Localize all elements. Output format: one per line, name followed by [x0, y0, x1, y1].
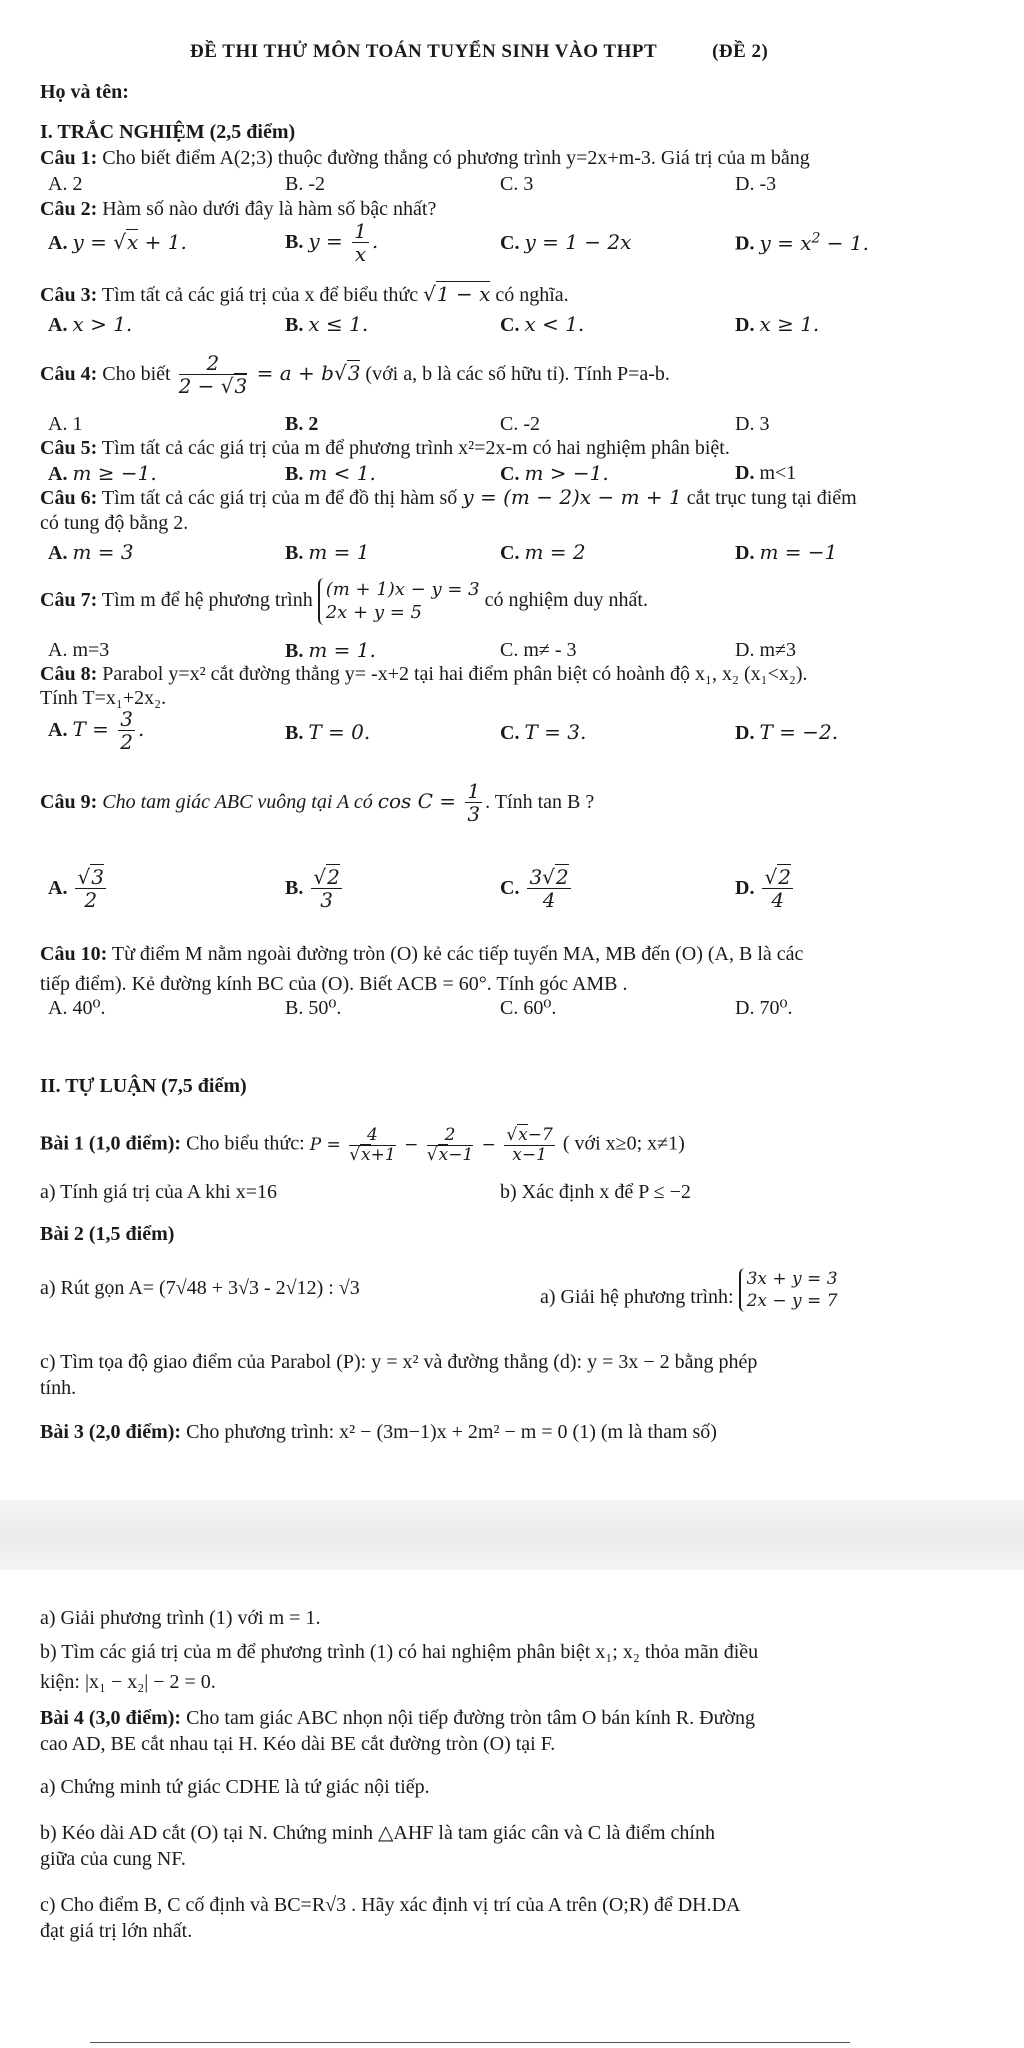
bai2-heading: Bài 2 (1,5 điểm) — [40, 1223, 175, 1245]
q7: Câu 7: Tìm m để hệ phương trình (m + 1)x − y = 3 2x + y = 5 có nghiệm duy nhất. — [40, 579, 648, 624]
q6-line2: có tung độ bằng 2. — [40, 512, 189, 534]
q6: Câu 6: Tìm tất cả các giá trị của m để đồ thị hàm số y = (m − 2)x − m + 1 cắt trục tung tại điểm — [40, 485, 857, 509]
bai2-parts: a) Rút gọn A= (7√48 + 3√3 - 2√12) : √3 a) Giải hệ phương trình: 3x + y = 3 2x − y = 7 — [40, 1269, 838, 1312]
bai4-b: b) Kéo dài AD cắt (O) tại N. Chứng minh △AHF là tam giác cân và C là điểm chính — [40, 1822, 715, 1844]
bai3-b-line2: kiện: |x₁ − x₂| − 2 = 0. — [40, 1671, 216, 1693]
bai3: Bài 3 (2,0 điểm): Cho phương trình: x² − (3m−1)x + 2m² − m = 0 (1) (m là tham số) — [40, 1421, 717, 1443]
bai4-c-line2: đạt giá trị lớn nhất. — [40, 1920, 193, 1942]
exam-page-2 — [0, 1570, 1024, 2048]
bai2-c: c) Tìm tọa độ giao điểm của Parabol (P): y = x² và đường thẳng (d): y = 3x − 2 bằng phép — [40, 1351, 758, 1373]
q2-options: A. y = √x + 1. B. y = $\frac{1}{x}$ . C. y = 1 − 2x D. $y = x^2 - 1$. — [48, 219, 869, 266]
bai3-a: a) Giải phương trình (1) với m = 1. — [40, 1607, 321, 1629]
q3: Câu 3: Tìm tất cả các giá trị của x để biểu thức √1 − x có nghĩa. — [40, 282, 569, 306]
q8-options: A. T = $\frac{3}{2}$ . B. T = 0. C. T = 3. D. T = −2. — [48, 707, 839, 754]
bai3-b: b) Tìm các giá trị của m để phương trình (1) có hai nghiệm phân biệt x₁; x₂ thỏa mãn điều — [40, 1641, 759, 1663]
bai4: Bài 4 (3,0 điểm): Cho tam giác ABC nhọn nội tiếp đường tròn tâm O bán kính R. Đường — [40, 1707, 755, 1729]
part2-heading: II. TỰ LUẬN (7,5 điểm) — [40, 1075, 247, 1097]
bai1: Bài 1 (1,0 điểm): Cho biểu thức: P = $\frac{4}{√x+1}$ − $\frac{2}{√x-1}$ − $\frac{√x-7}{x-1}$ ( với x≥0; x≠1) — [40, 1125, 685, 1165]
q4: Câu 4: Cho biết $\frac{2}{2 - √3}$ = a + b√3 (với a, b là các số hữu tỉ). Tính P=a-b. — [40, 351, 670, 398]
exam-page-1: ĐỀ THI THỬ MÔN TOÁN TUYỂN SINH VÀO THPT (ĐỀ 2) Họ và tên: I. TRẮC NGHIỆM (2,5 điểm) Câu 1: Cho biết điểm A(2;3) thuộc đường thẳng có phương trình y=2x+m-3. Giá trị của m bằng A. 2 B. -2 C. 3 D. -3 Câu 2: Hàm số nào dưới đây là hàm số bậc nhất? A. y = √x + 1. B. y = $\frac{1}{x}$ . C. y = 1 − 2x D. $y = x^2 - 1$. Câu 3: Tìm tất cả các giá trị của x để biểu thức √1 − x có nghĩa. A. x > 1. B. x ≤ 1. C. x < 1. D. x ≥ 1. Câu 4: Cho biết $\frac{2}{2 - √3}$ = a + b√3 (với a, b là các số hữu tỉ). Tính P=a-b. A. 1 B. 2 C. -2 D. 3 Câu 5: Tìm tất cả các giá trị của m để phương trình x²=2x-m có hai nghiệm phân biệt. A. m ≥ −1. B. m < 1. C. m > −1. D. m<1 Câu 6: Tìm tất cả các giá trị của m để đồ thị hàm số y = (m − 2)x − m + 1 cắt trục tung tại điểm có tung độ bằng 2. A. m = 3 B. m = 1 C. m = 2 D. m = −1 Câu 7: Tìm m để hệ phương trình (m + 1)x − y = 3 2x + y = 5 có nghiệm duy nhất. A. m=3 B. m = 1. C. m≠ - 3 D. m≠3 Câu 8: Parabol y=x² cắt đường thẳng y= -x+2 tại hai điểm phân biệt có hoành độ x₁, x₂ (x₁<x₂). Tính T=x₁+2x₂. A. T = $\frac{3}{2}$ . B. T = 0. C. T = 3. D. T = −2. Câu 9: Cho tam giác ABC vuông tại A có cos C = $\frac{1}{3}$ . Tính tan B ? A. $\frac{√3}{2}$ B. $\frac{√2}{3}$ C. $\frac{3√2}{4}$ D. $\frac{√2}{4}$ Câu 10: Từ điểm M nằm ngoài đường tròn (O) kẻ các tiếp tuyến MA, MB đến (O) (A, B là các tiếp điểm). Kẻ đường kính BC của (O). Biết ACB = 60°. Tính góc AMB . A. 40⁰. B. 50⁰. C. 60⁰. D. 70⁰. II. TỰ LUẬN (7,5 điểm) Bài 1 (1,0 điểm): Cho biểu thức: P = $\frac{4}{√x+1}$ − $\frac{2}{√x-1}$ − $\frac{√x-7}{x-1}$ ( với x≥0; x≠1) a) Tính giá trị của A khi x=16 b) Xác định x để P ≤ −2 Bài 2 (1,5 điểm) a) Rút gọn A= (7√48 + 3√3 - 2√12) : √3 a) Giải hệ phương trình: 3x + y = 3 2x − y = 7 c) Tìm tọa độ giao điểm của Parabol (P): y = x² và đường thẳng (d): y = 3x − 2 bằng phép tính. Bài 3 (2,0 điểm): Cho phương trình: x² − (3m−1)x + 2m² − m = 0 (1) (m là tham số) — [0, 0, 1024, 1500]
bai4-a: a) Chứng minh tứ giác CDHE là tứ giác nội tiếp. — [40, 1776, 430, 1798]
q10-line2: tiếp điểm). Kẻ đường kính BC của (O). Biết ACB = 60°. Tính góc AMB . — [40, 973, 628, 995]
q9-options: A. $\frac{√3}{2}$ B. $\frac{√2}{3}$ C. $\frac{3√2}{4}$ D. $\frac{√2}{4}$ — [48, 865, 791, 912]
q8-line2: Tính T=x₁+2x₂. — [40, 687, 167, 709]
q9: Câu 9: Cho tam giác ABC vuông tại A có cos C = $\frac{1}{3}$ . Tính tan B ? — [40, 779, 595, 826]
page-gap — [0, 1500, 1024, 1570]
q8: Câu 8: Parabol y=x² cắt đường thẳng y= -x+2 tại hai điểm phân biệt có hoành độ x₁, x₂ (x₁<x₂). — [40, 663, 808, 685]
q2: Câu 2: Hàm số nào dưới đây là hàm số bậc nhất? — [40, 198, 437, 220]
name-label: Họ và tên: — [40, 81, 129, 103]
bai4-line2: cao AD, BE cắt nhau tại H. Kéo dài BE cắt đường tròn (O) tại F. — [40, 1733, 556, 1755]
q1: Câu 1: Cho biết điểm A(2;3) thuộc đường thẳng có phương trình y=2x+m-3. Giá trị của m bằng — [40, 147, 810, 169]
q5: Câu 5: Tìm tất cả các giá trị của m để phương trình x²=2x-m có hai nghiệm phân biệt. — [40, 437, 730, 459]
exam-title: ĐỀ THI THỬ MÔN TOÁN TUYỂN SINH VÀO THPT (ĐỀ 2) — [190, 41, 769, 62]
part1-heading: I. TRẮC NGHIỆM (2,5 điểm) — [40, 121, 296, 143]
bai2-c-line2: tính. — [40, 1377, 77, 1399]
bai4-c: c) Cho điểm B, C cố định và BC=R√3 . Hãy xác định vị trí của A trên (O;R) để DH.DA — [40, 1894, 741, 1916]
bai4-b-line2: giữa của cung NF. — [40, 1848, 186, 1870]
q10: Câu 10: Từ điểm M nằm ngoài đường tròn (O) kẻ các tiếp tuyến MA, MB đến (O) (A, B là các — [40, 943, 804, 965]
footer-rule — [90, 2042, 850, 2043]
